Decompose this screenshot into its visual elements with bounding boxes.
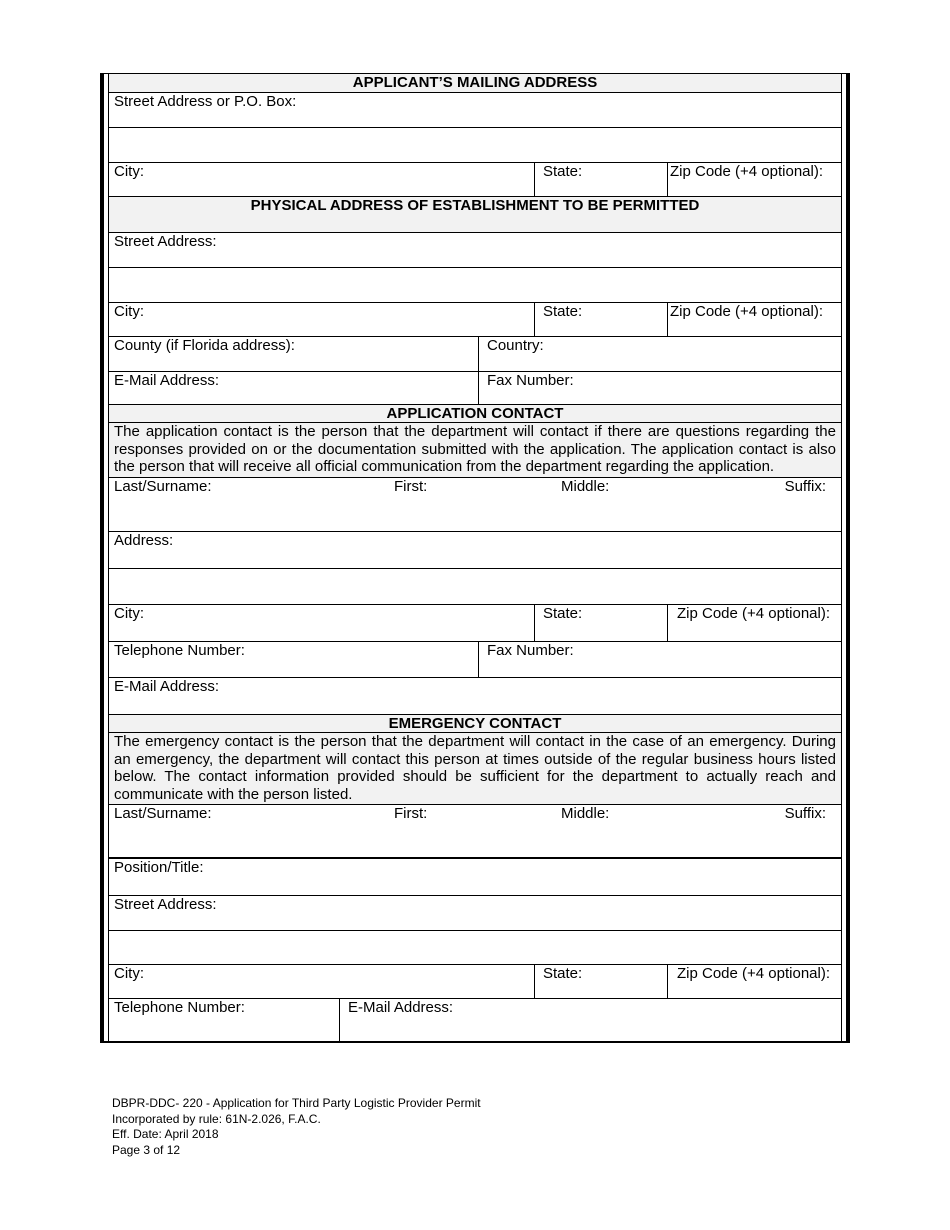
emergency-street-field[interactable] <box>109 896 841 931</box>
emergency-state-label: State: <box>543 965 583 982</box>
physical-state-field[interactable] <box>534 303 667 336</box>
physical-city-field[interactable] <box>109 303 534 336</box>
physical-address-heading-text: PHYSICAL ADDRESS OF ESTABLISHMENT TO BE PERMITTED <box>250 197 700 214</box>
emergency-first-label: First: <box>394 805 428 822</box>
physical-email-row <box>109 372 841 405</box>
mailing-city-label: City: <box>114 163 144 180</box>
application-form <box>100 73 850 1043</box>
emergency-phone-row <box>109 999 841 1042</box>
footer-page-number: Page 3 of 12 <box>112 1142 181 1157</box>
app-contact-address-field[interactable] <box>109 532 841 569</box>
emergency-zip-field[interactable] <box>667 965 841 998</box>
emergency-phone-label: Telephone Number: <box>114 999 245 1016</box>
physical-email-field[interactable] <box>109 372 478 404</box>
app-contact-phone-field[interactable] <box>109 642 478 677</box>
app-contact-name-field[interactable] <box>109 478 841 532</box>
app-contact-zip-field[interactable] <box>667 605 841 641</box>
application-contact-description: The application contact is the person that the department will contact if there are questions regarding the responses provided on or the documentation submitted with the application. The application contact is also the person that will receive all official communication from the department regarding the application. <box>109 423 841 478</box>
application-contact-heading: APPLICATION CONTACT <box>109 405 841 423</box>
physical-county-label: County (if Florida address): <box>114 337 295 354</box>
physical-email-label: E-Mail Address: <box>114 372 220 389</box>
app-contact-address-label: Address: <box>114 532 174 549</box>
physical-fax-field[interactable] <box>478 372 841 404</box>
mailing-state-field[interactable] <box>534 163 667 196</box>
physical-street-field[interactable] <box>109 233 841 268</box>
physical-country-field[interactable] <box>478 337 841 371</box>
app-contact-first-label: First: <box>394 478 428 495</box>
physical-county-row <box>109 337 841 372</box>
physical-city-label: City: <box>114 303 144 320</box>
footer-effective-date: Eff. Date: April 2018 <box>112 1127 219 1141</box>
emergency-suffix-label: Suffix: <box>784 805 826 822</box>
footer-rule: Incorporated by rule: 61N-2.026, F.A.C. <box>112 1111 321 1126</box>
emergency-name-field[interactable] <box>109 805 841 859</box>
app-contact-email-label: E-Mail Address: <box>114 678 220 695</box>
mailing-street-label: Street Address or P.O. Box: <box>114 93 297 110</box>
physical-street-line2-field[interactable] <box>109 268 841 303</box>
mailing-zip-label: Zip Code (+4 optional): <box>670 163 824 180</box>
emergency-city-field[interactable] <box>109 965 534 998</box>
emergency-phone-field[interactable] <box>109 999 339 1042</box>
emergency-email-label: E-Mail Address: <box>348 999 454 1016</box>
app-contact-suffix-label: Suffix: <box>784 478 826 495</box>
physical-state-label: State: <box>543 303 583 320</box>
emergency-city-label: City: <box>114 965 144 982</box>
physical-zip-label: Zip Code (+4 optional): <box>670 303 824 320</box>
emergency-position-field[interactable] <box>109 859 841 896</box>
app-contact-state-field[interactable] <box>534 605 667 641</box>
mailing-street-line2-field[interactable] <box>109 128 841 163</box>
app-contact-fax-label: Fax Number: <box>487 642 574 659</box>
app-contact-email-field[interactable] <box>109 678 841 715</box>
emergency-city-row <box>109 965 841 999</box>
app-contact-zip-label: Zip Code (+4 optional): <box>677 605 831 622</box>
footer-form-title: DBPR-DDC- 220 - Application for Third Party Logistic Provider Permit <box>112 1096 481 1110</box>
app-contact-phone-label: Telephone Number: <box>114 642 245 659</box>
mailing-city-row <box>109 163 841 197</box>
app-contact-fax-field[interactable] <box>478 642 841 677</box>
app-contact-city-row <box>109 605 841 642</box>
emergency-position-label: Position/Title: <box>114 859 204 876</box>
mailing-zip-field[interactable] <box>667 163 841 196</box>
physical-fax-label: Fax Number: <box>487 372 574 389</box>
physical-street-label: Street Address: <box>114 233 217 250</box>
form-inner <box>108 74 842 1041</box>
app-contact-phone-row <box>109 642 841 678</box>
emergency-last-label: Last/Surname: <box>114 805 212 822</box>
emergency-street-line2-field[interactable] <box>109 931 841 965</box>
emergency-zip-label: Zip Code (+4 optional): <box>677 965 831 982</box>
physical-county-field[interactable] <box>109 337 478 371</box>
page-footer <box>112 1096 481 1158</box>
mailing-city-field[interactable] <box>109 163 534 196</box>
app-contact-state-label: State: <box>543 605 583 622</box>
emergency-street-label: Street Address: <box>114 896 217 913</box>
mailing-state-label: State: <box>543 163 583 180</box>
app-contact-last-label: Last/Surname: <box>114 478 212 495</box>
app-contact-address-line2-field[interactable] <box>109 569 841 605</box>
app-contact-city-field[interactable] <box>109 605 534 641</box>
app-contact-city-label: City: <box>114 605 144 622</box>
emergency-email-field[interactable] <box>339 999 841 1042</box>
emergency-state-field[interactable] <box>534 965 667 998</box>
app-contact-middle-label: Middle: <box>561 478 610 495</box>
mailing-address-heading: APPLICANT’S MAILING ADDRESS <box>109 74 841 93</box>
physical-country-label: Country: <box>487 337 544 354</box>
mailing-street-field[interactable] <box>109 93 841 128</box>
emergency-middle-label: Middle: <box>561 805 610 822</box>
physical-city-row <box>109 303 841 337</box>
physical-zip-field[interactable] <box>667 303 841 336</box>
physical-address-heading <box>109 197 841 233</box>
emergency-contact-description: The emergency contact is the person that the department will contact in the case of an emergency. During an emergency, the department will contact this person at times outside of the regular business hours listed below. The contact information provided should be sufficient for the department to actually reach and communicate with the person listed. <box>109 733 841 805</box>
emergency-contact-heading: EMERGENCY CONTACT <box>109 715 841 733</box>
